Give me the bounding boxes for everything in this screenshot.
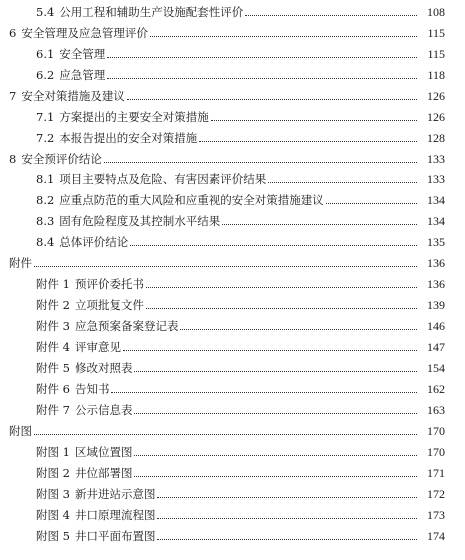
- toc-entry-title: [36, 5, 243, 20]
- toc-entry-title: [9, 424, 32, 439]
- toc-entry[interactable]: [0, 42, 465, 62]
- toc-entry-page-number: 118: [427, 68, 445, 82]
- toc-entry-page-number: 146: [427, 319, 445, 333]
- toc-entry[interactable]: [0, 84, 465, 104]
- toc-entry-text: 公示信息表: [74, 403, 133, 417]
- toc-entry-number: 附件 7: [36, 403, 70, 417]
- dot-leader: [130, 245, 417, 246]
- toc-entry-page-number: 128: [427, 131, 445, 145]
- toc-entry-page-number: 174: [427, 529, 445, 543]
- toc-entry-number: 附件 4: [36, 340, 70, 354]
- toc-entry-number: 附件 3: [36, 319, 70, 333]
- toc-entry-page-number: 135: [427, 235, 445, 249]
- toc-entry[interactable]: [0, 167, 465, 187]
- toc-entry[interactable]: [0, 440, 465, 460]
- toc-entry-title: [36, 466, 132, 481]
- dot-leader: [146, 287, 417, 288]
- toc-entry[interactable]: [0, 188, 465, 208]
- toc-entry-page-number: 134: [427, 193, 445, 207]
- toc-entry-title: [36, 235, 128, 250]
- toc-entry-text: 固有危险程度及其控制水平结果: [59, 214, 221, 228]
- toc-entry[interactable]: [0, 503, 465, 523]
- toc-entry-page-number: 108: [427, 5, 445, 19]
- toc-entry-number: 8.1: [36, 172, 55, 186]
- dot-leader: [107, 78, 417, 79]
- dot-leader: [157, 539, 417, 540]
- toc-entry[interactable]: [0, 293, 465, 313]
- toc-entry-page-number: 170: [427, 424, 445, 438]
- toc-entry-page-number: 173: [427, 508, 445, 522]
- toc-entry-number: 7.2: [36, 131, 55, 145]
- toc-entry-title: [36, 110, 209, 125]
- toc-entry-number: 附图 5: [36, 529, 70, 543]
- dot-leader: [111, 392, 417, 393]
- toc-entry[interactable]: [0, 356, 465, 376]
- toc-entry[interactable]: [0, 251, 465, 271]
- toc-entry-number: 5.4: [36, 5, 55, 19]
- dot-leader: [134, 371, 417, 372]
- toc-entry-number: 附图 3: [36, 487, 70, 501]
- dot-leader: [134, 455, 417, 456]
- toc-entry-text: 区域位置图: [74, 445, 133, 459]
- dot-leader: [107, 57, 417, 58]
- toc-entry-text: 修改对照表: [74, 361, 133, 375]
- toc-entry-title: [36, 68, 105, 83]
- toc-entry-number: 8.2: [36, 193, 55, 207]
- toc-entry-text: 安全对策措施及建议: [21, 89, 125, 103]
- toc-entry-number: 附件 2: [36, 298, 70, 312]
- toc-entry-number: 6.2: [36, 68, 55, 82]
- toc-entry-title: [36, 47, 105, 62]
- dot-leader: [199, 141, 417, 142]
- dot-leader: [326, 203, 417, 204]
- toc-entry[interactable]: [0, 377, 465, 397]
- toc-entry[interactable]: [0, 105, 465, 125]
- toc-entry-text: 总体评价结论: [59, 235, 129, 249]
- dot-leader: [211, 120, 417, 121]
- toc-entry[interactable]: [0, 419, 465, 439]
- toc-entry-text: 新井进站示意图: [74, 487, 156, 501]
- toc-entry-title: [36, 508, 155, 523]
- dot-leader: [157, 497, 417, 498]
- toc-entry-number: 7: [9, 89, 17, 103]
- toc-entry[interactable]: [0, 126, 465, 146]
- toc-entry[interactable]: [0, 314, 465, 334]
- toc-entry-text: 井位部署图: [74, 466, 133, 480]
- toc-entry-title: [9, 89, 125, 104]
- toc-entry-title: [36, 298, 144, 313]
- toc-entry-text: 安全管理及应急管理评价: [21, 26, 148, 40]
- toc-entry-page-number: 126: [427, 89, 445, 103]
- dot-leader: [134, 476, 417, 477]
- toc-entry-number: 8.3: [36, 214, 55, 228]
- toc-entry-number: 附图 2: [36, 466, 70, 480]
- toc-entry[interactable]: [0, 147, 465, 167]
- toc-entry-text: 评审意见: [74, 340, 121, 354]
- toc-entry[interactable]: [0, 524, 465, 544]
- dot-leader: [180, 329, 417, 330]
- toc-entry-page-number: 172: [427, 487, 445, 501]
- toc-entry[interactable]: [0, 230, 465, 250]
- toc-entry[interactable]: [0, 482, 465, 502]
- toc-entry-page-number: 126: [427, 110, 445, 124]
- dot-leader: [34, 266, 417, 267]
- toc-entry[interactable]: [0, 0, 465, 20]
- toc-entry-page-number: 139: [427, 298, 445, 312]
- toc-entry-number: 附件 1: [36, 277, 70, 291]
- toc-entry[interactable]: [0, 63, 465, 83]
- toc-entry-text: 方案提出的主要安全对策措施: [59, 110, 209, 124]
- toc-entry-number: 6: [9, 26, 17, 40]
- toc-entry-text: 立项批复文件: [74, 298, 144, 312]
- dot-leader: [123, 350, 417, 351]
- toc-entry-text: 附图: [9, 424, 32, 438]
- toc-entry[interactable]: [0, 272, 465, 292]
- toc-entry-page-number: 162: [427, 382, 445, 396]
- toc-entry-number: 附件 6: [36, 382, 70, 396]
- toc-entry-title: [36, 277, 144, 292]
- toc-entry-page-number: 163: [427, 403, 445, 417]
- toc-entry-page-number: 133: [427, 152, 445, 166]
- toc-entry-page-number: 170: [427, 445, 445, 459]
- toc-entry-text: 安全管理: [59, 47, 106, 61]
- toc-entry-number: 附件 5: [36, 361, 70, 375]
- toc-entry-text: 应急管理: [59, 68, 106, 82]
- dot-leader: [268, 182, 417, 183]
- toc-entry-title: [9, 152, 102, 167]
- toc-entry-text: 应重点防范的重大风险和应重视的安全对策措施建议: [59, 193, 324, 207]
- toc-entry-text: 公用工程和辅助生产设施配套性评价: [59, 5, 244, 19]
- toc-entry[interactable]: [0, 461, 465, 481]
- toc-entry-number: 8.4: [36, 235, 55, 249]
- toc-entry-title: [36, 382, 109, 397]
- toc-entry-title: [36, 529, 155, 544]
- toc-entry-page-number: 147: [427, 340, 445, 354]
- dot-leader: [157, 518, 417, 519]
- toc-entry-text: 预评价委托书: [74, 277, 144, 291]
- toc-entry[interactable]: [0, 335, 465, 355]
- toc-entry-page-number: 133: [427, 172, 445, 186]
- toc-entry-text: 附件: [9, 256, 32, 270]
- toc-entry[interactable]: [0, 21, 465, 41]
- toc-entry-number: 7.1: [36, 110, 55, 124]
- toc-entry-page-number: 134: [427, 214, 445, 228]
- toc-entry-title: [36, 214, 220, 229]
- dot-leader: [150, 36, 417, 37]
- toc-entry-title: [36, 131, 197, 146]
- toc-entry-title: [36, 340, 121, 355]
- toc-entry[interactable]: [0, 398, 465, 418]
- toc-entry-text: 井口原理流程图: [74, 508, 156, 522]
- toc-entry-title: [36, 319, 178, 334]
- toc-entry[interactable]: [0, 209, 465, 229]
- toc-entry-page-number: 136: [427, 256, 445, 270]
- toc-entry-title: [36, 172, 266, 187]
- toc-entry-page-number: 136: [427, 277, 445, 291]
- toc-entry-number: 6.1: [36, 47, 55, 61]
- dot-leader: [222, 224, 417, 225]
- toc-entry-number: 附图 4: [36, 508, 70, 522]
- toc-entry-text: 本报告提出的安全对策措施: [59, 131, 198, 145]
- toc-entry-title: [9, 26, 148, 41]
- dot-leader: [245, 15, 417, 16]
- toc-entry-title: [36, 487, 155, 502]
- toc-entry-page-number: 115: [427, 26, 445, 40]
- toc-entry-title: [36, 193, 324, 208]
- toc-entry-text: 安全预评价结论: [21, 152, 102, 166]
- dot-leader: [134, 413, 417, 414]
- toc-entry-page-number: 154: [427, 361, 445, 375]
- toc-entry-text: 告知书: [74, 382, 110, 396]
- dot-leader: [127, 99, 417, 100]
- toc-entry-text: 应急预案备案登记表: [74, 319, 179, 333]
- toc-entry-page-number: 115: [427, 47, 445, 61]
- dot-leader: [146, 308, 417, 309]
- toc-entry-number: 附图 1: [36, 445, 70, 459]
- toc-entry-text: 项目主要特点及危险、有害因素评价结果: [59, 172, 267, 186]
- toc-entry-title: [36, 403, 132, 418]
- toc-entry-title: [36, 361, 132, 376]
- toc-entry-number: 8: [9, 152, 17, 166]
- toc-entry-title: [9, 256, 32, 271]
- toc-entry-text: 井口平面布置图: [74, 529, 156, 543]
- dot-leader: [104, 162, 417, 163]
- toc-entry-page-number: 171: [427, 466, 445, 480]
- toc-entry-title: [36, 445, 132, 460]
- dot-leader: [34, 434, 417, 435]
